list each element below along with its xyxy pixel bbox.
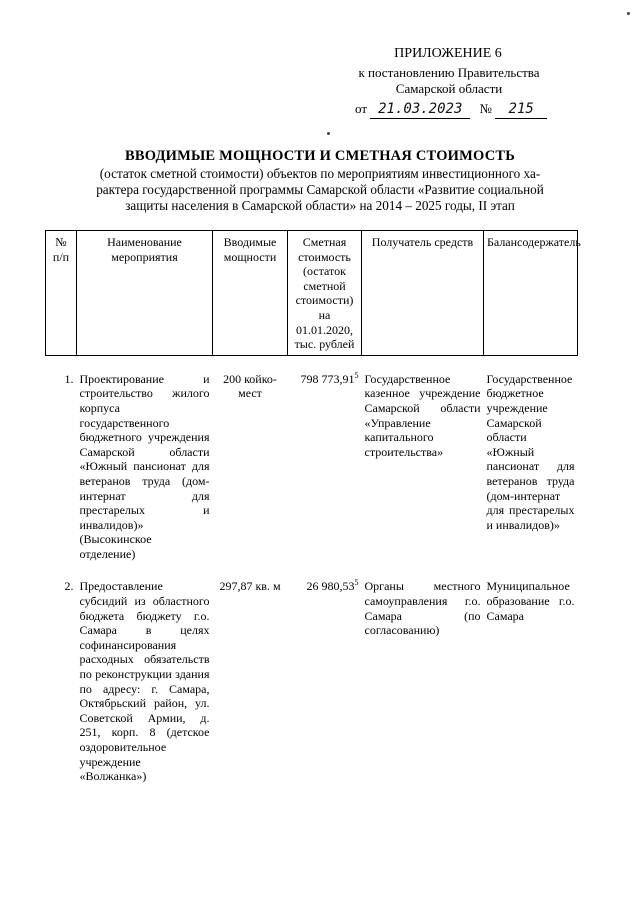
decree-line-2: Самарской области [395, 81, 503, 96]
header-balance-holder: Балансодержатель [484, 231, 578, 356]
row-number: 2. [64, 579, 74, 594]
decree-line-1: к постановлению Правительства [358, 65, 540, 80]
date-field [370, 100, 470, 119]
cost-value: 798 773,91 [300, 371, 355, 386]
header-activity-name: Наименование мероприятия [77, 231, 213, 356]
number-field [495, 100, 547, 119]
appendix-label: ПРИЛОЖЕНИЕ 6 [394, 46, 502, 61]
activity-name: Проектирование и строительство жилого корпуса государственного бюджетного учреждения Самарской области «Южный пансионат для ветеранов труда (дом-интернат для престарелых и инвалидов)» (Высокинское отделение) [79, 371, 210, 561]
activity-name: Предоставление субсидий из областного бюджета бюджету г.о. Самара в целях софинансирования расходных обязательств по реконструкции здания по адресу: г. Самара, Октябрьский район, ул. Советской Армии, д. 251, корп. 8 (детское оздоровительное учреждение «Волжанка») [79, 579, 210, 784]
capacity-value: 297,87 кв. м [219, 579, 281, 594]
row-number: 1. [64, 371, 74, 386]
balance-holder: Муниципальное образование г.о. Самара [486, 579, 575, 623]
header-capacity: Вводимые мощности [213, 231, 288, 356]
balance-holder: Государственное бюджетное учреждение Самарской области «Южный пансионат для ветеранов труда (дом-интернат для престарелых и инвалидов)» [486, 371, 575, 532]
handwritten-date: 21.03.2023 [378, 101, 463, 117]
number-prefix: № [479, 101, 492, 116]
header-recipient: Получатель средств [362, 231, 484, 356]
capacity-cost-table [45, 230, 581, 786]
recipient: Государственное казенное учреждение Самарской области «Управление капитального строительства» [364, 371, 481, 459]
handwritten-number: 215 [508, 101, 534, 117]
date-prefix: от [355, 101, 368, 116]
cost-value: 26 980,53 [306, 579, 355, 594]
scan-mark [627, 12, 630, 15]
subtitle-line-1: (остаток сметной стоимости) объектов по мероприятиям инвестиционного ха- [99, 166, 541, 181]
header-estimated-cost: Сметная стоимость (остаток сметной стоимости) на 01.01.2020, тыс. рублей [288, 231, 362, 356]
table-row [46, 577, 578, 785]
subtitle-line-2: рактера государственной программы Самарской области «Развитие социальной [96, 182, 544, 197]
document-subtitle [60, 166, 580, 214]
cost-cell [288, 370, 362, 564]
table-header-row [46, 231, 578, 356]
cost-footnote: 5 [354, 578, 359, 588]
document-title: ВВОДИМЫЕ МОЩНОСТИ И СМЕТНАЯ СТОИМОСТЬ [124, 148, 516, 164]
decree-date-row [355, 100, 547, 119]
table-row [46, 370, 578, 564]
header-number: № п/п [46, 231, 77, 356]
cost-footnote: 5 [354, 370, 359, 380]
cost-cell [288, 577, 362, 785]
scan-mark [327, 132, 330, 135]
recipient: Органы местного самоуправления г.о. Самара (по согласованию) [364, 579, 481, 638]
capacity-value: 200 койко-мест [223, 371, 277, 401]
subtitle-line-3: защиты населения в Самарской области» на 2014 – 2025 годы, II этап [125, 198, 515, 213]
